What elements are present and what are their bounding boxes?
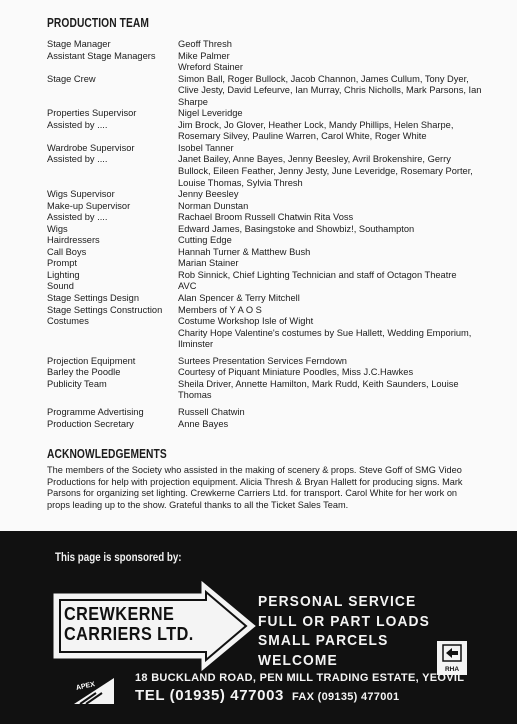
role: Stage Manager	[47, 39, 111, 49]
crew-row	[47, 379, 487, 402]
acknowledgements-text: The members of the Society who assisted in the making of scenery & props. Steve Goff of SMG Video Productions for help with projection equipment. Alicia Thresh & Bryan Hallett for producing signs. Mark Parsons for organizing set lighting. Crewkerne Carriers Ltd. for transport. Carol White for her work on props leading up to the show. Grateful thanks to all the Ticket Sales Team.	[47, 465, 463, 510]
crew-row	[47, 270, 487, 282]
names: Cutting Edge	[178, 235, 232, 246]
role: Wigs	[47, 223, 68, 234]
role: Assisted by ....	[47, 119, 108, 130]
role: Wardrobe Supervisor	[47, 142, 135, 153]
crew-row	[47, 74, 487, 109]
names: Members of Y A O S	[178, 304, 262, 315]
crew-row	[47, 293, 487, 305]
service-line: FULL OR PART LOADS	[258, 612, 430, 630]
crew-row	[47, 247, 487, 259]
production-team-heading: PRODUCTION TEAM	[47, 16, 150, 30]
role: Lighting	[47, 269, 80, 280]
fax: FAX (09135) 477001	[291, 691, 400, 703]
names: Norman Dunstan	[178, 200, 249, 211]
role	[47, 62, 178, 74]
crew-row	[47, 407, 487, 419]
names: Marian Stainer	[178, 258, 239, 269]
role: Make-up Supervisor	[47, 200, 131, 211]
role: Call Boys	[47, 246, 87, 257]
names: Edward James, Basingstoke and Showbiz!, Southampton	[178, 223, 415, 234]
sponsor-heading: This page is sponsored by:	[55, 552, 182, 564]
services-list	[258, 592, 445, 670]
acknowledgements-heading: ACKNOWLEDGEMENTS	[47, 447, 167, 461]
role: Production Secretary	[47, 418, 134, 429]
rha-label: RHA	[444, 666, 460, 673]
crew-row	[47, 316, 487, 328]
role: Publicity Team	[47, 378, 107, 389]
service-line: SMALL PARCELS	[258, 632, 389, 649]
names: Russell Chatwin	[178, 406, 245, 417]
crew-row	[47, 189, 487, 201]
names: Rob Sinnick, Chief Lighting Technician and staff of Octagon Theatre	[178, 269, 457, 280]
rha-arrows-icon	[438, 642, 466, 664]
names: AVC	[178, 281, 197, 292]
role: Hairdressers	[47, 235, 100, 246]
role: Stage Settings Construction	[47, 304, 163, 315]
role: Assisted by ....	[47, 154, 108, 165]
crew-row	[47, 305, 487, 317]
crew-row	[47, 328, 487, 351]
names: Geoff Thresh	[178, 39, 232, 49]
production-team-list	[47, 39, 487, 430]
crew-row	[47, 419, 487, 431]
crew-row	[47, 235, 487, 247]
role: Wigs Supervisor	[47, 189, 115, 200]
role: Sound	[47, 281, 74, 292]
crew-row	[47, 143, 487, 155]
role: Programme Advertising	[47, 406, 144, 417]
telephone: TEL (01935) 477003	[135, 687, 284, 704]
crew-row	[47, 154, 487, 189]
apex-label: APEX	[75, 681, 96, 692]
names: Costume Workshop Isle of Wight	[178, 316, 314, 327]
address: 18 BUCKLAND ROAD, PEN MILL TRADING ESTATE, YEOVIL	[135, 672, 465, 684]
names: Courtesy of Piquant Miniature Poodles, Miss J.C.Hawkes	[178, 367, 414, 378]
names: Jenny Beesley	[178, 189, 239, 200]
names: Simon Ball, Roger Bullock, Jacob Channon, James Cullum, Tony Dyer, Clive Jesty, David Lefeurve, Ian Murray, Chris Nicholls, Mark Parsons, Ian Sharpe	[178, 73, 482, 107]
role: Projection Equipment	[47, 355, 136, 366]
names: Nigel Leveridge	[178, 108, 243, 119]
role: Costumes	[47, 316, 89, 327]
crew-row	[47, 356, 487, 368]
names: Rachael Broom Russell Chatwin Rita Voss	[178, 212, 354, 223]
phone-line	[135, 687, 399, 705]
rha-logo	[437, 641, 467, 675]
names: Charity Hope Valentine's costumes by Sue Hallett, Wedding Emporium, Ilminster	[178, 327, 472, 350]
service-line: PERSONAL SERVICE	[258, 593, 417, 610]
role: Prompt	[47, 258, 77, 269]
crew-row	[47, 281, 487, 293]
names: Anne Bayes	[178, 418, 229, 429]
names: Sheila Driver, Annette Hamilton, Mark Rudd, Keith Saunders, Louise Thomas	[178, 378, 459, 401]
names: Isobel Tanner	[178, 142, 234, 153]
crew-row	[47, 62, 487, 74]
crew-row	[47, 39, 487, 51]
crew-row	[47, 367, 487, 379]
names: Alan Spencer & Terry Mitchell	[178, 293, 300, 304]
role: Properties Supervisor	[47, 108, 137, 119]
crew-row	[47, 258, 487, 270]
logo-line-1: CREWKERNE	[64, 604, 175, 624]
role: Barley the Poodle	[47, 367, 121, 378]
names: Jim Brock, Jo Glover, Heather Lock, Mandy Phillips, Helen Sharpe, Rosemary Silvey, Pauline Warren, Carol White, Roger White	[178, 119, 454, 142]
names: Hannah Turner & Matthew Bush	[178, 246, 311, 257]
service-line: WELCOME	[258, 651, 338, 669]
role: Assistant Stage Managers	[47, 50, 156, 61]
names: Janet Bailey, Anne Bayes, Jenny Beesley, Avril Brokenshire, Gerry Bullock, Eileen Feather, Jenny Jesty, June Leveridge, Rosemary Porter, Louise Thomas, Sylvia Thresh	[178, 154, 473, 188]
crew-row	[47, 201, 487, 213]
crew-row	[47, 120, 487, 143]
names: Wreford Stainer	[178, 62, 243, 73]
names: Surtees Presentation Services Ferndown	[178, 355, 347, 366]
role: Assisted by ....	[47, 212, 108, 223]
crew-row	[47, 224, 487, 236]
crew-row	[47, 212, 487, 224]
role: Stage Crew	[47, 73, 96, 84]
crew-row	[47, 51, 487, 63]
role	[47, 328, 178, 351]
role: Stage Settings Design	[47, 293, 139, 304]
crew-row	[47, 108, 487, 120]
logo-line-2: CARRIERS LTD.	[64, 624, 194, 644]
names: Mike Palmer	[178, 50, 230, 61]
